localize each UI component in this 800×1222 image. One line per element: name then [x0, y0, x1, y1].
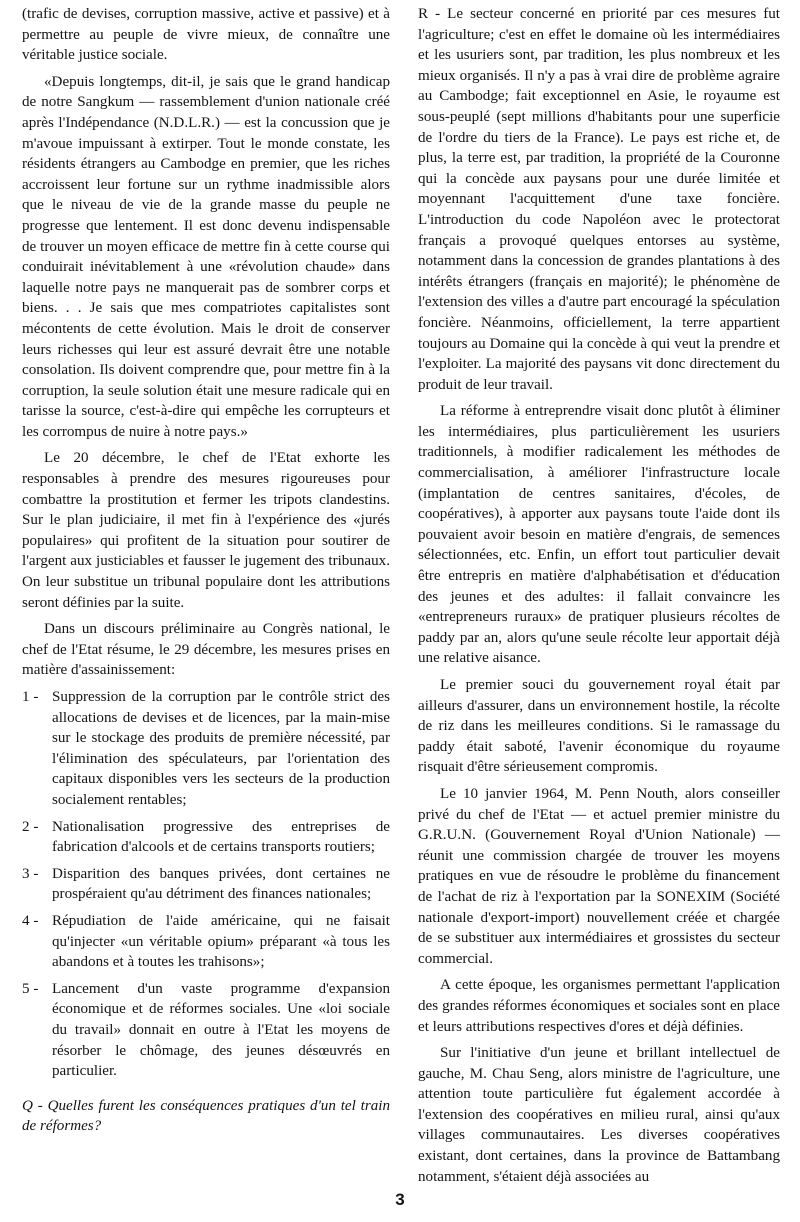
- left-column: [22, 4, 390, 1143]
- list-item: [22, 979, 390, 1082]
- paragraph-january-10: Le 10 janvier 1964, M. Penn Nouth, alors conseiller privé du chef de l'Etat — et actuel premier ministre du G.R.U.N. (Gouvernement Royal d'Union Nationale) — réunit une commission chargée de trouver les moyens pratiques en vue de résoudre le problème du financement de l'achat de riz à l'exportation par la SONEXIM (Société nationale d'export-import) nouvellement créée et chargée de se substituer aux intermédiaires et grossistes du secteur commercial.: [418, 785, 780, 967]
- list-item-number: 2 -: [22, 818, 39, 835]
- list-item-number: 5 -: [22, 980, 39, 997]
- list-item-number: 3 -: [22, 865, 39, 882]
- paragraph-december-20: Le 20 décembre, le chef de l'Etat exhorte les responsables à prendre des mesures rigoureuses pour combattre la prostitution et fermer les tripots clandestins. Sur le plan judiciaire, il met fin à l'expérience des «jurés populaires» qui profitent de la situation pour soutirer de l'argent aux justiciables et fausser le jugement des tribunaux. On leur substitue un tribunal populaire dont les attributions seront définies par la suite.: [22, 450, 390, 611]
- paragraph-at-this-time: A cette époque, les organismes permettant l'application des grandes réformes économiques et sociales sont en place et leurs attributions respectives d'ores et déjà définies.: [418, 977, 780, 1035]
- paragraph-intro-continuation: (trafic de devises, corruption massive, active et passive) et à permettre au peuple de vivre mieux, de connaître une véritable justice sociale.: [22, 6, 390, 64]
- list-item-number: 1 -: [22, 689, 39, 705]
- paragraph-december-29: Dans un discours préliminaire au Congrès national, le chef de l'Etat résume, le 29 décembre, les mesures prises en matière d'assainissement:: [22, 621, 390, 679]
- measures-list: [22, 687, 390, 1082]
- list-item: [22, 864, 390, 905]
- interview-question: Q - Quelles furent les conséquences pratiques d'un tel train de réformes?: [22, 1097, 390, 1135]
- list-item: [22, 817, 390, 858]
- interview-answer: R - Le secteur concerné en priorité par ces mesures fut l'agriculture; c'est en effet le domaine où les intermédiaires et les usuriers sont, par tradition, les plus nombreux et les mieux organisés. Il n'y a pas à vrai dire de problème agraire au Cambodge; fait exceptionnel en Asie, le royaume est sous-peuplé (sept millions d'habitants pour une superficie de l'ordre du tiers de la France). Le pays est riche et, de plus, la terre est, par tradition, la propriété de la Couronne qui la concède aux paysans pour une durée limitée et moyennant l'acquittement d'une taxe foncière. L'introduction du code Napoléon avec le protectorat français a provoqué quelques entorses au système, notamment dans la concession de grandes plantations à des intérêts étrangers (français en majorité); le phénomène de l'extension des villes a d'autre part encouragé la spéculation foncière. Néanmoins, officiellement, la terre appartient toujours au Domaine qui la concède à qui veut la prendre et l'exploiter. La majorité des paysans vit donc directement du produit de leur travail.: [418, 6, 780, 393]
- list-item-text: Lancement d'un vaste programme d'expansion économique et de réformes sociales. Une «loi sociale du travail» donnait en outre à l'Etat les moyens de résorber le chômage, des jeunes désœuvrés en particulier.: [52, 980, 390, 1080]
- paragraph-quote: «Depuis longtemps, dit-il, je sais que le grand handicap de notre Sangkum — rassemblement d'union nationale créé après l'Indépendance (N.D.L.R.) — est la concussion que je m'avoue impuissant à extirper. Tout le monde constate, les résidents étrangers au Cambodge en premier, que les riches accroissent leur fortune sur un rythme inadmissible alors que le niveau de vie de la grande masse du peuple ne progresse que lentement. Il est donc devenu indispensable de trouver un moyen efficace de mettre fin à cette course qui conduirait inévitablement à une «révolution chaude» dans laquelle notre pays ne manquerait pas de sombrer corps et biens. . . Je sais que mes compatriotes capitalistes sont mécontents de cette évolution. Mais le droit de conserver leurs richesses qui leur est assuré devrait être une notable consolation. Ils doivent comprendre que, pour mettre fin à la corruption, la seule solution était une mesure radicale qui en tarisse la source, c'est-à-dire qui empêche les corrupteurs et les corrompus de nuire à notre pays.»: [22, 73, 390, 440]
- paragraph-first-concern: Le premier souci du gouvernement royal était par ailleurs d'assurer, dans un environnement hostile, la récolte de riz dans les meilleures conditions. Si le ramassage du paddy était saboté, l'avenir économique du royaume risquait d'être sérieusement compromis.: [418, 677, 780, 776]
- paragraph-reform: La réforme à entreprendre visait donc plutôt à éliminer les intermédiaires, plus particulièrement les usuriers traditionnels, à modifier radicalement les méthodes de commercialisation, à améliorer l'infrastructure locale (implantation de centres sanitaires, d'écoles, de coopératives), à apporter aux paysans toute l'aide dont ils pouvaient avoir besoin en matière d'engrais, de semences sélectionnées, etc. Enfin, un effort tout particulier devait être entrepris en matière d'alphabétisation et d'éducation des jeunes et des adultes: il fallait convaincre les «entrepreneurs ruraux» de pratiquer plusieurs récoltes de paddy par an, alors qu'une seule récolte leur apportait déjà une relative aisance.: [418, 403, 780, 667]
- list-item-text: Répudiation de l'aide américaine, qui ne faisait qu'injecter «un véritable opium» préparant «à tous les abandons et à toutes les trahisons»;: [52, 912, 390, 971]
- list-item-text: Disparition des banques privées, dont certaines ne prospéraient qu'au détriment des finances nationales;: [52, 865, 390, 903]
- list-item-text: Suppression de la corruption par le contrôle strict des allocations de devises et de licences, par la main-mise sur le stockage des produits de première nécessité, par l'élimination des spéculateurs, par l'orientation des capitaux disponibles vers les secteurs de la production socialement rentables;: [52, 689, 390, 808]
- page-number: 3: [395, 1190, 405, 1209]
- list-item: [22, 687, 390, 811]
- paragraph-chau-seng: Sur l'initiative d'un jeune et brillant intellectuel de gauche, M. Chau Seng, alors ministre de l'agriculture, une attention toute particulière fut également accordée à l'extension des coopératives en milieu rural, ainsi qu'aux villages communautaires. Les diverses coopératives existant, dont certaines, dans la province de Battambang notamment, s'étaient déjà associées au: [418, 1045, 780, 1185]
- right-column: [418, 4, 780, 1193]
- list-item-text: Nationalisation progressive des entreprises de fabrication d'alcools et de certains transports routiers;: [52, 818, 390, 856]
- list-item-number: 4 -: [22, 912, 39, 929]
- list-item: [22, 911, 390, 973]
